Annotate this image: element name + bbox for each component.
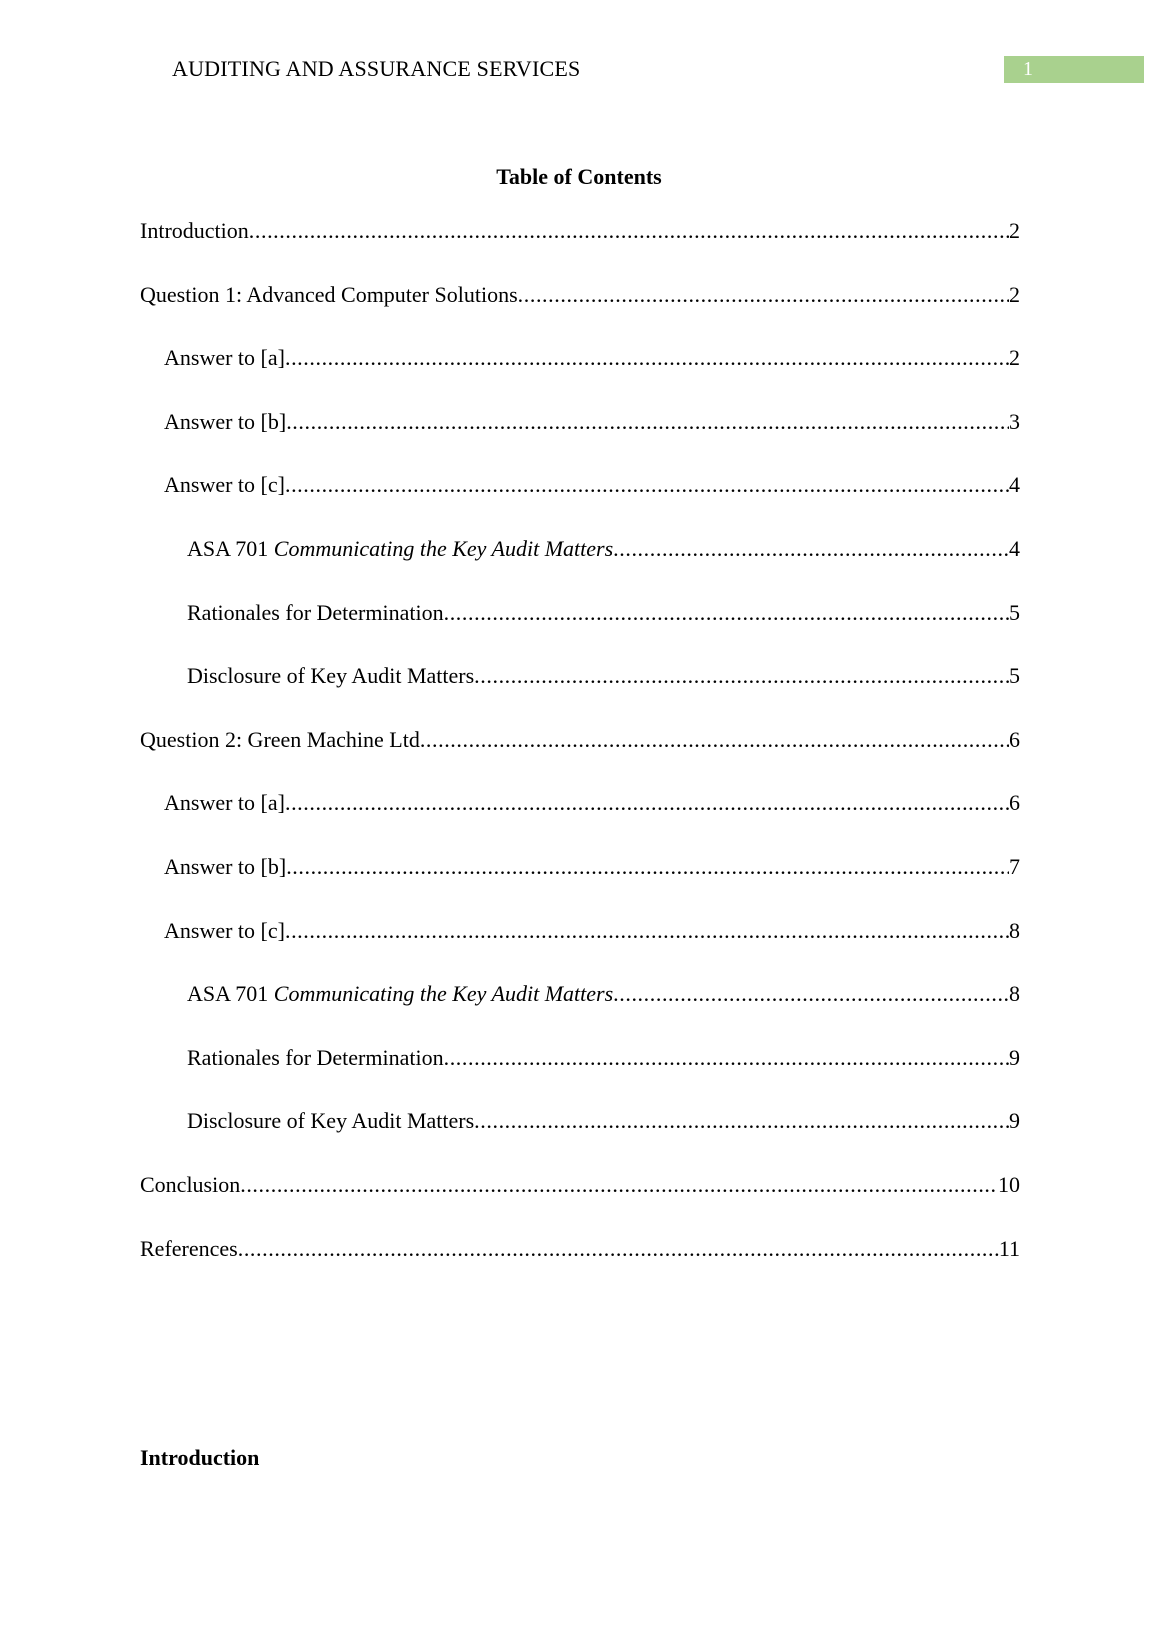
toc-dot-leader: [240, 1170, 998, 1200]
toc-entry-label: Answer to [c]: [164, 472, 285, 498]
toc-entry-label: Introduction: [140, 218, 249, 243]
toc-entry-page: 7: [1009, 853, 1020, 879]
toc-entry-label: Answer to [c]: [164, 917, 285, 943]
toc-dot-leader: [285, 343, 1009, 373]
toc-entry-label: ASA 701 Communicating the Key Audit Matters: [187, 981, 614, 1007]
toc-entry-q1-answer-b[interactable]: [140, 407, 1020, 471]
toc-dot-leader: [238, 1234, 999, 1264]
toc-heading: Table of Contents: [496, 164, 662, 189]
toc-entry-references[interactable]: [140, 1234, 1020, 1298]
toc-entry-label: Question 2: Green Machine Ltd: [140, 726, 420, 752]
toc-dot-leader: [286, 407, 1009, 437]
toc-entry-label: Question 1: Advanced Computer Solutions: [140, 281, 518, 307]
toc-entry-q1-asa-701[interactable]: [140, 534, 1020, 598]
toc-entry-page: 5: [1009, 599, 1020, 625]
toc-entry-page: 6: [1009, 726, 1020, 752]
page-number-badge: 1: [1004, 56, 1144, 83]
toc-entry-label: Disclosure of Key Audit Matters: [187, 1108, 475, 1134]
toc-entry-q2-rationales[interactable]: [140, 1043, 1020, 1107]
toc-entry-page: 2: [1009, 281, 1020, 307]
toc-entry-q2-asa-701[interactable]: [140, 979, 1020, 1043]
toc-entry-page: 4: [1009, 535, 1020, 561]
toc-entry-page: 8: [1009, 981, 1020, 1007]
toc-entry-q1-answer-a[interactable]: [140, 343, 1020, 407]
toc-entry-page: 3: [1009, 408, 1020, 434]
toc-entry-q1-rationales[interactable]: [140, 598, 1020, 662]
toc-entry-page: 9: [1009, 1044, 1020, 1070]
toc-entry-label: Conclusion: [140, 1171, 241, 1197]
table-of-contents: [140, 216, 1020, 1297]
toc-entry-label: Disclosure of Key Audit Matters: [187, 663, 475, 689]
toc-dot-leader: [444, 1043, 1009, 1073]
toc-entry-page: 9: [1009, 1108, 1020, 1134]
toc-dot-leader: [285, 916, 1009, 946]
toc-entry-label: Answer to [b]: [164, 408, 287, 434]
running-header-title: AUDITING AND ASSURANCE SERVICES: [172, 56, 581, 81]
toc-dot-leader: [286, 852, 1009, 882]
toc-dot-leader: [613, 534, 1009, 564]
toc-entry-conclusion[interactable]: [140, 1170, 1020, 1234]
toc-entry-page: 2: [1009, 345, 1020, 371]
toc-entry-label: Rationales for Determination: [187, 1044, 444, 1070]
toc-entry-page: 2: [1009, 218, 1020, 243]
toc-entry-label: Answer to [a]: [164, 790, 285, 816]
toc-entry-q2-answer-b[interactable]: [140, 852, 1020, 916]
section-heading-introduction: Introduction: [140, 1445, 260, 1470]
toc-entry-q2-answer-c[interactable]: [140, 916, 1020, 980]
toc-entry-q1-disclosure[interactable]: [140, 661, 1020, 725]
toc-dot-leader: [474, 1106, 1009, 1136]
toc-dot-leader: [285, 788, 1009, 818]
toc-dot-leader: [420, 725, 1009, 755]
toc-entry-q1-answer-c[interactable]: [140, 470, 1020, 534]
toc-entry-page: 5: [1009, 663, 1020, 689]
toc-dot-leader: [444, 598, 1009, 628]
toc-entry-page: 8: [1009, 917, 1020, 943]
toc-entry-question-1[interactable]: [140, 280, 1020, 344]
toc-entry-page: 4: [1009, 472, 1020, 498]
toc-entry-q2-answer-a[interactable]: [140, 788, 1020, 852]
toc-entry-label: Rationales for Determination: [187, 599, 444, 625]
toc-entry-label: Answer to [a]: [164, 345, 285, 371]
toc-entry-introduction[interactable]: [140, 216, 1020, 280]
toc-entry-page: 6: [1009, 790, 1020, 816]
toc-dot-leader: [285, 470, 1009, 500]
toc-dot-leader: [474, 661, 1009, 691]
toc-entry-page: 10: [998, 1171, 1020, 1197]
toc-dot-leader: [613, 979, 1009, 1009]
toc-dot-leader: [249, 216, 1009, 246]
toc-dot-leader: [518, 280, 1009, 310]
toc-entry-q2-disclosure[interactable]: [140, 1106, 1020, 1170]
toc-entry-label: References: [140, 1235, 238, 1261]
toc-entry-label: Answer to [b]: [164, 853, 287, 879]
toc-entry-label: ASA 701 Communicating the Key Audit Matters: [187, 535, 614, 561]
toc-entry-page: 11: [998, 1235, 1020, 1261]
toc-entry-question-2[interactable]: [140, 725, 1020, 789]
